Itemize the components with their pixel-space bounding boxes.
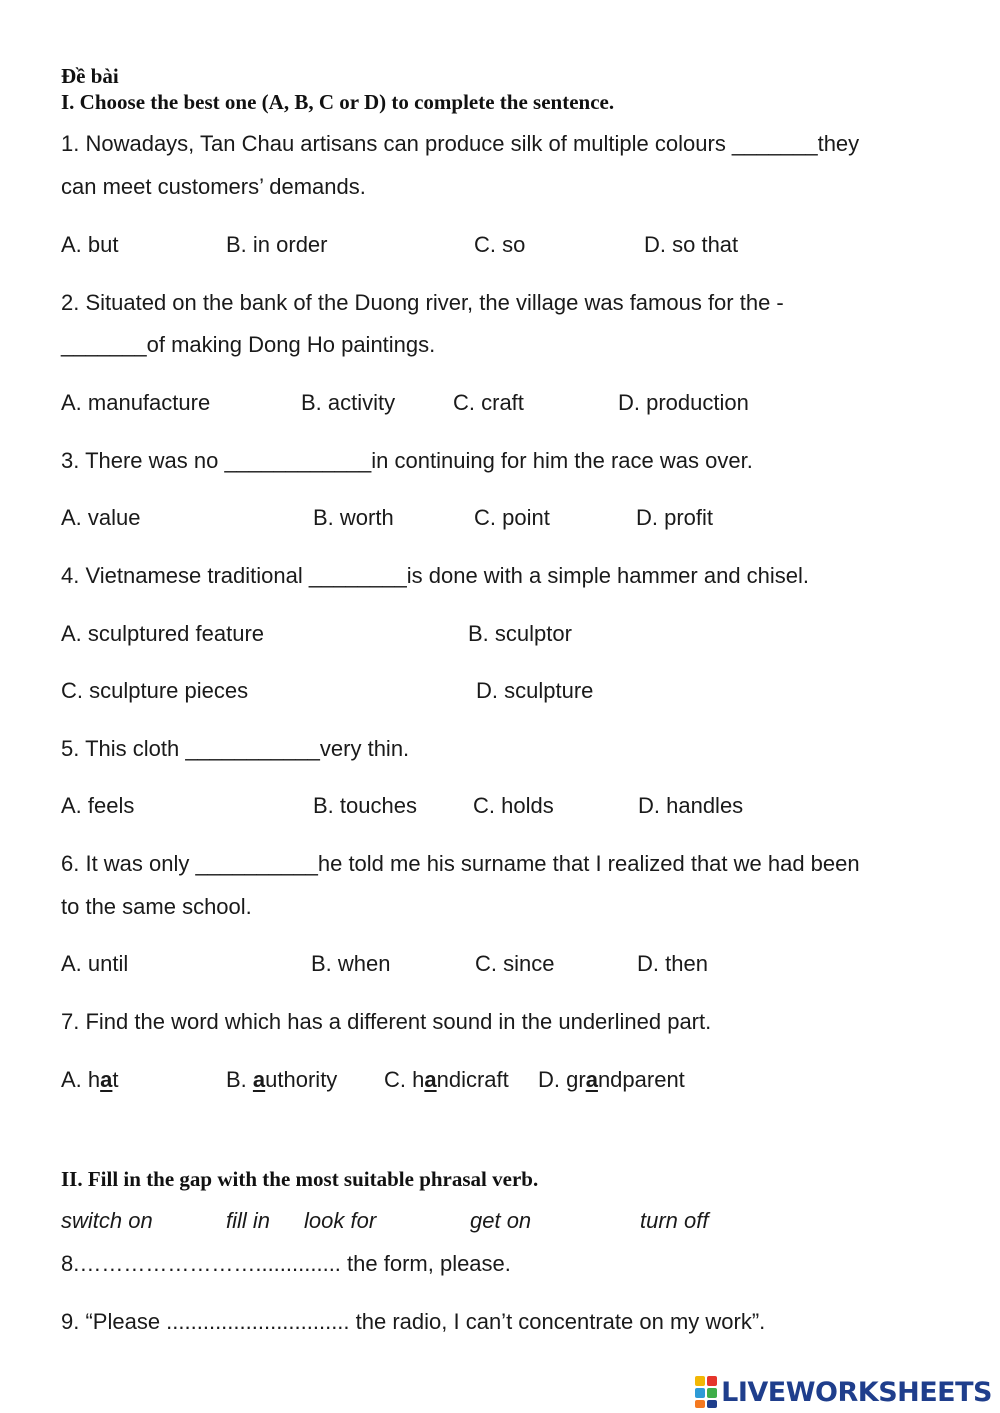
q4-option-a[interactable]: A. sculptured feature	[61, 621, 265, 646]
q1-option-a[interactable]: A. but	[61, 232, 119, 257]
question-1-text-cont: can meet customers’ demands.	[61, 174, 366, 199]
question-4-text: 4. Vietnamese traditional ________is done with a simple hammer and chisel.	[61, 563, 810, 588]
section2-title: II. Fill in the gap with the most suitable phrasal verb.	[61, 1167, 539, 1191]
q7-option-a[interactable]	[61, 1066, 119, 1094]
q7-c-pre: C. h	[384, 1067, 425, 1092]
q6-option-a[interactable]: A. until	[61, 951, 129, 976]
page-title: Đề bài	[61, 64, 119, 88]
q5-option-d[interactable]: D. handles	[638, 793, 744, 818]
q3-option-c[interactable]: C. point	[474, 505, 550, 530]
question-7-text: 7. Find the word which has a different sound in the underlined part.	[61, 1009, 712, 1034]
logo-block	[695, 1376, 705, 1386]
question-1-text: 1. Nowadays, Tan Chau artisans can produce silk of multiple colours _______they	[61, 131, 860, 156]
q7-option-b[interactable]	[226, 1066, 337, 1094]
word-bank-item: look for	[304, 1208, 377, 1233]
q7-c-post: ndicraft	[436, 1067, 509, 1092]
q3-option-b[interactable]: B. worth	[313, 505, 394, 530]
question-8-text[interactable]: 8.…………………….............. the form, please.	[61, 1251, 511, 1276]
logo-icon	[695, 1376, 717, 1408]
q4-option-b[interactable]: B. sculptor	[468, 621, 572, 646]
q2-option-c[interactable]: C. craft	[453, 390, 524, 415]
question-2-text: 2. Situated on the bank of the Duong river, the village was famous for the -	[61, 290, 784, 315]
question-9-text[interactable]: 9. “Please .............................. the radio, I can’t concentrate on my work”.	[61, 1309, 766, 1334]
logo-block	[707, 1376, 717, 1386]
question-6-text-cont: to the same school.	[61, 894, 252, 919]
liveworksheets-logo[interactable]	[695, 1374, 992, 1410]
q7-b-underlined: a	[252, 1067, 266, 1092]
word-bank-item: fill in	[226, 1208, 271, 1233]
q7-option-d[interactable]	[538, 1066, 685, 1094]
word-bank-item: get on	[470, 1208, 532, 1233]
logo-block	[707, 1400, 717, 1408]
logo-block	[695, 1388, 705, 1398]
question-3-text: 3. There was no ____________in continuing for him the race was over.	[61, 448, 753, 473]
q7-option-c[interactable]	[384, 1066, 509, 1094]
logo-block	[695, 1400, 705, 1408]
word-bank-item: switch on	[61, 1208, 153, 1233]
q6-option-c[interactable]: C. since	[475, 951, 555, 976]
q7-a-post: t	[112, 1067, 119, 1092]
q7-b-post: uthority	[265, 1067, 338, 1092]
question-5-text: 5. This cloth ___________very thin.	[61, 736, 410, 761]
q7-c-underlined: a	[424, 1067, 437, 1092]
q2-option-d[interactable]: D. production	[618, 390, 749, 415]
q7-a-pre: A. h	[61, 1067, 101, 1092]
q7-b-pre: B.	[226, 1067, 253, 1092]
section1-title: I. Choose the best one (A, B, C or D) to complete the sentence.	[61, 90, 615, 114]
q4-option-d[interactable]: D. sculpture	[476, 678, 594, 703]
q2-option-a[interactable]: A. manufacture	[61, 390, 211, 415]
q7-a-underlined: a	[100, 1067, 113, 1092]
q2-option-b[interactable]: B. activity	[301, 390, 396, 415]
q5-option-b[interactable]: B. touches	[313, 793, 417, 818]
word-bank-item: turn off	[640, 1208, 709, 1233]
q7-d-underlined: a	[585, 1067, 598, 1092]
q6-option-b[interactable]: B. when	[311, 951, 391, 976]
q4-option-c[interactable]: C. sculpture pieces	[61, 678, 249, 703]
q5-option-c[interactable]: C. holds	[473, 793, 554, 818]
q1-option-c[interactable]: C. so	[474, 232, 526, 257]
question-2-text-cont: _______of making Dong Ho paintings.	[61, 332, 436, 357]
q6-option-d[interactable]: D. then	[637, 951, 708, 976]
q3-option-d[interactable]: D. profit	[636, 505, 714, 530]
q5-option-a[interactable]: A. feels	[61, 793, 135, 818]
q1-option-d[interactable]: D. so that	[644, 232, 739, 257]
q3-option-a[interactable]: A. value	[61, 505, 141, 530]
q7-d-post: ndparent	[597, 1067, 685, 1092]
q7-d-pre: D. gr	[538, 1067, 586, 1092]
q1-option-b[interactable]: B. in order	[226, 232, 328, 257]
question-6-text: 6. It was only __________he told me his surname that I realized that we had been	[61, 851, 860, 876]
logo-text: LIVEWORKSHEETS	[721, 1376, 992, 1408]
logo-block	[707, 1388, 717, 1398]
